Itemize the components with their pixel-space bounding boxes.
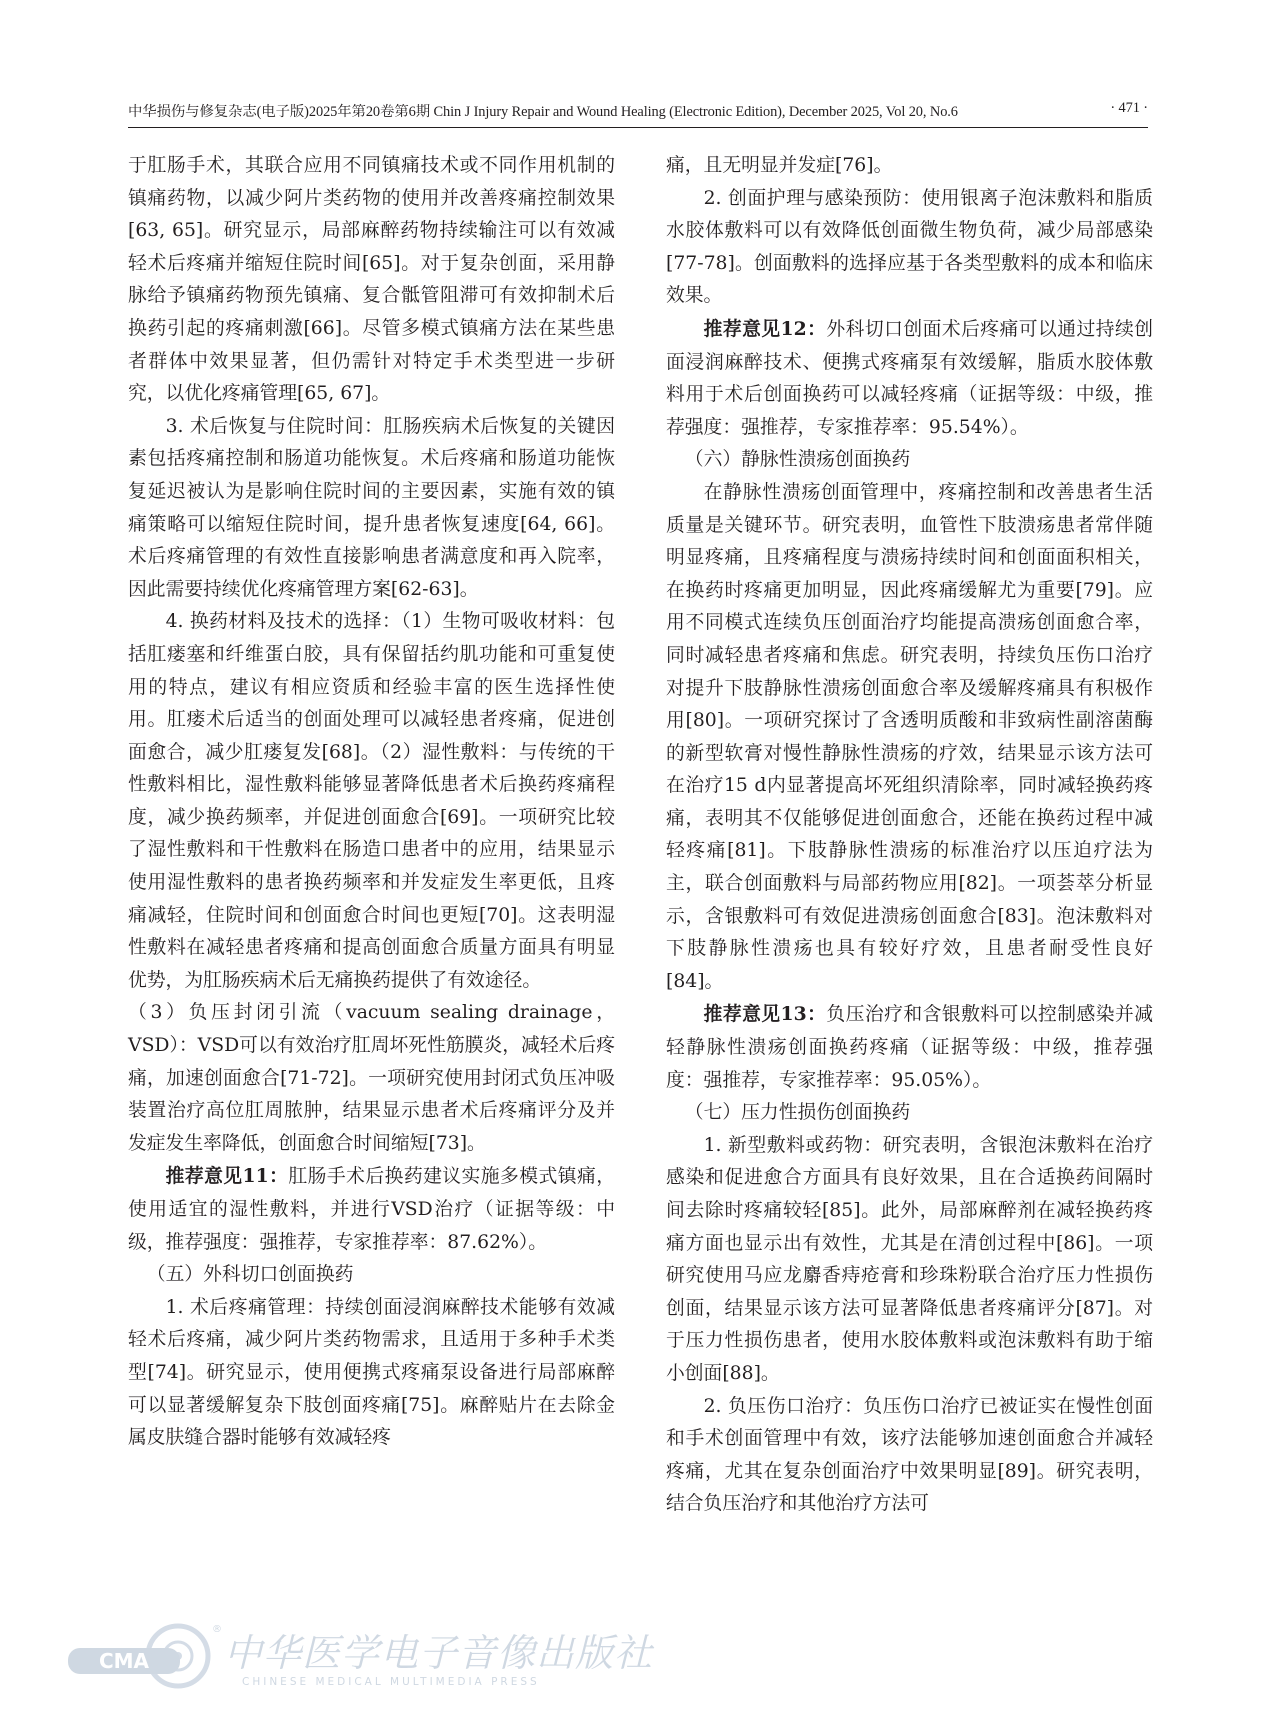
logo-text: CMA	[98, 1649, 150, 1673]
publisher-footer	[66, 1618, 666, 1708]
paragraph: 于肛肠手术，其联合应用不同镇痛技术或不同作用机制的镇痛药物，以减少阿片类药物的使用并改善疼痛控制效果[63, 65]。研究显示，局部麻醉药物持续输注可以有效减轻术后疼痛并缩短住院时间[65]。对于复杂创面，采用静脉给予镇痛药物预先镇痛、复合骶管阻滞可有效抑制术后换药引起的疼痛刺激[66]。尽管多模式镇痛方法在某些患者群体中效果显著，但仍需针对特定手术类型进一步研究，以优化疼痛管理[65, 67]。	[128, 155, 615, 405]
recommendation-text: 负压治疗和含银敷料可以控制感染并减轻静脉性溃疡创面换药疼痛（证据等级：中级，推荐强度：强推荐，专家推荐率：95.05%）。	[666, 1004, 1154, 1091]
svg-text:®: ®	[212, 1624, 222, 1635]
recommendation-label: 推荐意见13：	[703, 1003, 827, 1026]
recommendation-label: 推荐意见11：	[165, 1165, 289, 1188]
paragraph: 2. 负压伤口治疗：负压伤口治疗已被证实在慢性创面和手术创面管理中有效，该疗法能够加速创面愈合并减轻疼痛，尤其在复杂创面治疗中效果明显[89]。研究表明，结合负压治疗和其他治疗方法可	[666, 1395, 1153, 1515]
section-heading: （七）压力性损伤创面换药	[684, 1102, 911, 1124]
paragraph: 2. 创面护理与感染预防：使用银离子泡沫敷料和脂质水胶体敷料可以有效降低创面微生物负荷，减少局部感染[77-78]。创面敷料的选择应基于各类型敷料的成本和临床效果。	[666, 187, 1153, 307]
paragraph: 4. 换药材料及技术的选择：（1）生物可吸收材料：包括肛瘘塞和纤维蛋白胶，具有保留括约肌功能和可重复使用的特点，建议有相应资质和经验丰富的医生选择性使用。肛瘘术后适当的创面处理可以减轻患者疼痛，促进创面愈合，减少肛瘘复发[68]。（2）湿性敷料：与传统的干性敷料相比，湿性敷料能够显著降低患者术后换药疼痛程度，减少换药频率，并促进创面愈合[69]。一项研究比较了湿性敷料和干性敷料在肠造口患者中的应用，结果显示使用湿性敷料的患者换药频率和并发症发生率更低，且疼痛减轻，住院时间和创面愈合时间也更短[70]。这表明湿性敷料在减轻患者疼痛和提高创面愈合质量方面具有明显优势，为肛肠疾病术后无痛换药提供了有效途径。	[128, 611, 615, 991]
recommendation-11	[128, 1160, 615, 1259]
recommendation-12	[666, 313, 1153, 444]
right-column	[666, 150, 1153, 1521]
journal-citation: 中华损伤与修复杂志(电子版)2025年第20卷第6期 Chin J Injury Repair and Wound Healing (Electronic Edition), December 2025, Vol 20, No.6	[128, 104, 958, 120]
paragraph: 痛，且无明显并发症[76]。	[666, 155, 893, 176]
paragraph: 3. 术后恢复与住院时间：肛肠疾病术后恢复的关键因素包括疼痛控制和肠道功能恢复。术后疼痛和肠道功能恢复延迟被认为是影响住院时间的主要因素，实施有效的镇痛策略可以缩短住院时间，提升患者恢复速度[64, 66]。术后疼痛管理的有效性直接影响患者满意度和再入院率，因此需要持续优化疼痛管理方案[62-63]。	[128, 415, 615, 600]
running-header	[128, 100, 1148, 128]
recommendation-text: 肛肠手术后换药建议实施多模式镇痛，使用适宜的湿性敷料，并进行VSD治疗（证据等级：中级，推荐强度：强推荐，专家推荐率：87.62%）。	[128, 1166, 616, 1253]
publisher-name-en: CHINESE MEDICAL MULTIMEDIA PRESS	[242, 1676, 540, 1688]
paragraph: 在静脉性溃疡创面管理中，疼痛控制和改善患者生活质量是关键环节。研究表明，血管性下肢溃疡患者常伴随明显疼痛，且疼痛程度与溃疡持续时间和创面面积相关，在换药时疼痛更加明显，因此疼痛缓解尤为重要[79]。应用不同模式连续负压创面治疗均能提高溃疡创面愈合率，同时减轻患者疼痛和焦虑。研究表明，持续负压伤口治疗对提升下肢静脉性溃疡创面愈合率及缓解疼痛具有积极作用[80]。一项研究探讨了含透明质酸和非致病性副溶菌酶的新型软膏对慢性静脉性溃疡的疗效，结果显示该方法可在治疗15 d内显著提高坏死组织清除率，同时减轻换药疼痛，表明其不仅能够促进创面愈合，还能在换药过程中减轻疼痛[81]。下肢静脉性溃疡的标准治疗以压迫疗法为主，联合创面敷料与局部药物应用[82]。一项荟萃分析显示，含银敷料可有效促进溃疡创面愈合[83]。泡沫敷料对下肢静脉性溃疡也具有较好疗效，且患者耐受性良好[84]。	[666, 481, 1153, 992]
cma-logo-icon	[66, 1618, 226, 1698]
recommendation-text: 外科切口创面术后疼痛可以通过持续创面浸润麻醉技术、便携式疼痛泵有效缓解，脂质水胶体敷料用于术后创面换药可以减轻疼痛（证据等级：中级，推荐强度：强推荐，专家推荐率：95.54%）。	[666, 318, 1154, 438]
paragraph: 1. 新型敷料或药物：研究表明，含银泡沫敷料在治疗感染和促进愈合方面具有良好效果，且在合适换药间隔时间去除时疼痛较轻[85]。此外，局部麻醉剂在减轻换药疼痛方面也显示出有效性，尤其是在清创过程中[86]。一项研究使用马应龙麝香痔疮膏和珍珠粉联合治疗压力性损伤创面，结果显示该方法可显著降低患者疼痛评分[87]。对于压力性损伤患者，使用水胶体敷料或泡沫敷料有助于缩小创面[88]。	[666, 1134, 1153, 1384]
section-heading: （五）外科切口创面换药	[146, 1264, 354, 1286]
section-heading: （六）静脉性溃疡创面换药	[684, 449, 911, 471]
paragraph: （3）负压封闭引流（vacuum sealing drainage，VSD）：VSD可以有效治疗肛周坏死性筋膜炎，减轻术后疼痛，加速创面愈合[71-72]。一项研究使用封闭式负压冲吸装置治疗高位肛周脓肿，结果显示患者术后疼痛评分及并发症发生率降低，创面愈合时间缩短[73]。	[128, 1002, 615, 1154]
left-column	[128, 150, 615, 1455]
recommendation-13	[666, 998, 1153, 1097]
recommendation-label: 推荐意见12：	[703, 317, 827, 340]
publisher-name-cn: 中华医学电子音像出版社	[224, 1631, 654, 1675]
page-number: · 471 ·	[1110, 100, 1148, 116]
paragraph: 1. 术后疼痛管理：持续创面浸润麻醉技术能够有效减轻术后疼痛，减少阿片类药物需求，且适用于多种手术类型[74]。研究显示，使用便携式疼痛泵设备进行局部麻醉可以显著缓解复杂下肢创面疼痛[75]。麻醉贴片在去除金属皮肤缝合器时能够有效减轻疼	[128, 1296, 615, 1449]
